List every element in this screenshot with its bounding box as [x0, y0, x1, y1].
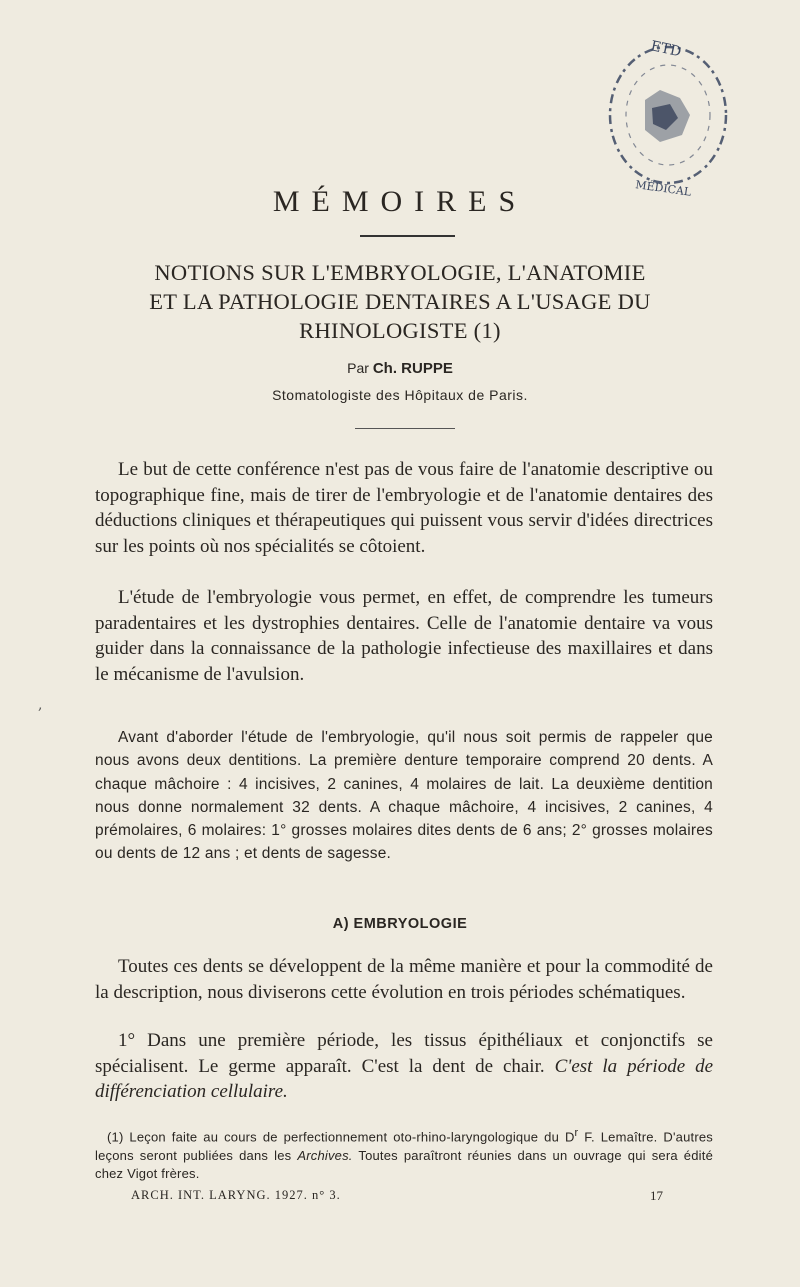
header-divider — [355, 428, 455, 429]
author-affiliation: Stomatologiste des Hôpitaux de Paris. — [272, 387, 528, 403]
footnote-italic: Archives. — [297, 1147, 353, 1163]
paragraph-1: Le but de cette conférence n'est pas de vous faire de l'anatomie descriptive ou topographique fine, mais de tirer de l'embryologie et de l'anatomie dentaires des déductions cliniques et thérapeutiques qui puissent vous servir d'idées directrices sur les points où nos spécialités se côtoient. — [95, 459, 713, 557]
section-heading: A) EMBRYOLOGIE — [332, 916, 468, 932]
svg-text:MÉDICAL: MÉDICAL — [634, 178, 692, 199]
article-title-line-2: ET LA PATHOLOGIE DENTAIRES A L'USAGE DU — [149, 289, 651, 314]
paragraph-4-italic: C'est la période de différenciation cellulaire. — [95, 1055, 714, 1103]
paragraph-dentitions: Avant d'aborder l'étude de l'embryologie, qu'il nous soit permis de rappeler que nous avons deux dentitions. La première denture temporaire comprend 20 dents. A chaque mâchoire : 4 incisives, 2 canines, 4 molaires de lait. La deuxième dentition nous donne normalement 32 dents. A chaque mâchoire, 4 incisives, 2 canines, 4 prémolaires, 6 molaires: 1° grosses molaires dites dents de 6 ans; 2° grosses molaires ou dents de 12 ans ; et dents de sagesse. — [95, 729, 713, 863]
journal-section-title: MÉMOIRES — [272, 185, 528, 218]
page-number: 17 — [650, 1188, 663, 1203]
author-prefix: Par — [347, 360, 369, 376]
footnote-part-3: Toutes paraîtront réunies dans un ouvrage qui sera édité chez Vigot frères. — [95, 1147, 713, 1181]
paragraph-intro — [95, 457, 713, 559]
paragraph-4-main: 1° Dans une première période, les tissus épithéliaux et conjonctifs se spécialisent. Le germe apparaît. C'est la dent de chair. — [95, 1030, 713, 1077]
margin-mark: , — [38, 697, 43, 713]
paragraph-fourth — [95, 1028, 713, 1105]
article-title — [100, 258, 700, 345]
svg-text:ETD: ETD — [649, 38, 683, 61]
paragraph-2: L'étude de l'embryologie vous permet, en effet, de comprendre les tumeurs paradentaires et les dystrophies dentaires. Celle de l'anatomie dentaire va vous guider dans la connaissance de la pathologie infectieuse des maxillaires et dans le mécanisme de l'avulsion. — [95, 587, 713, 685]
author-name: Ch. RUPPE — [372, 360, 453, 377]
library-stamp-icon — [590, 20, 740, 200]
paragraph-3: Toutes ces dents se développent de la même manière et pour la commodité de la description, nous diviserons cette évolution en trois périodes schématiques. — [95, 956, 713, 1003]
footnote-part-2: F. Lemaître. D'autres leçons seront publiées dans les — [95, 1129, 714, 1163]
footnote-part-1: (1) Leçon faite au cours de perfectionnement oto-rhino-laryngologique du D — [107, 1129, 575, 1145]
footnote-superscript: r — [574, 1127, 579, 1139]
article-title-line-3: RHINOLOGISTE (1) — [299, 318, 501, 343]
paragraph-second — [95, 585, 713, 687]
paragraph-4 — [95, 1028, 713, 1105]
journal-citation: ARCH. INT. LARYNG. 1927. n° 3. — [131, 1188, 341, 1202]
author-line — [0, 360, 800, 377]
footnote — [95, 1124, 713, 1183]
title-divider — [360, 235, 455, 237]
article-title-line-1: NOTIONS SUR L'EMBRYOLOGIE, L'ANATOMIE — [154, 260, 646, 285]
paragraph-third — [95, 954, 713, 1005]
